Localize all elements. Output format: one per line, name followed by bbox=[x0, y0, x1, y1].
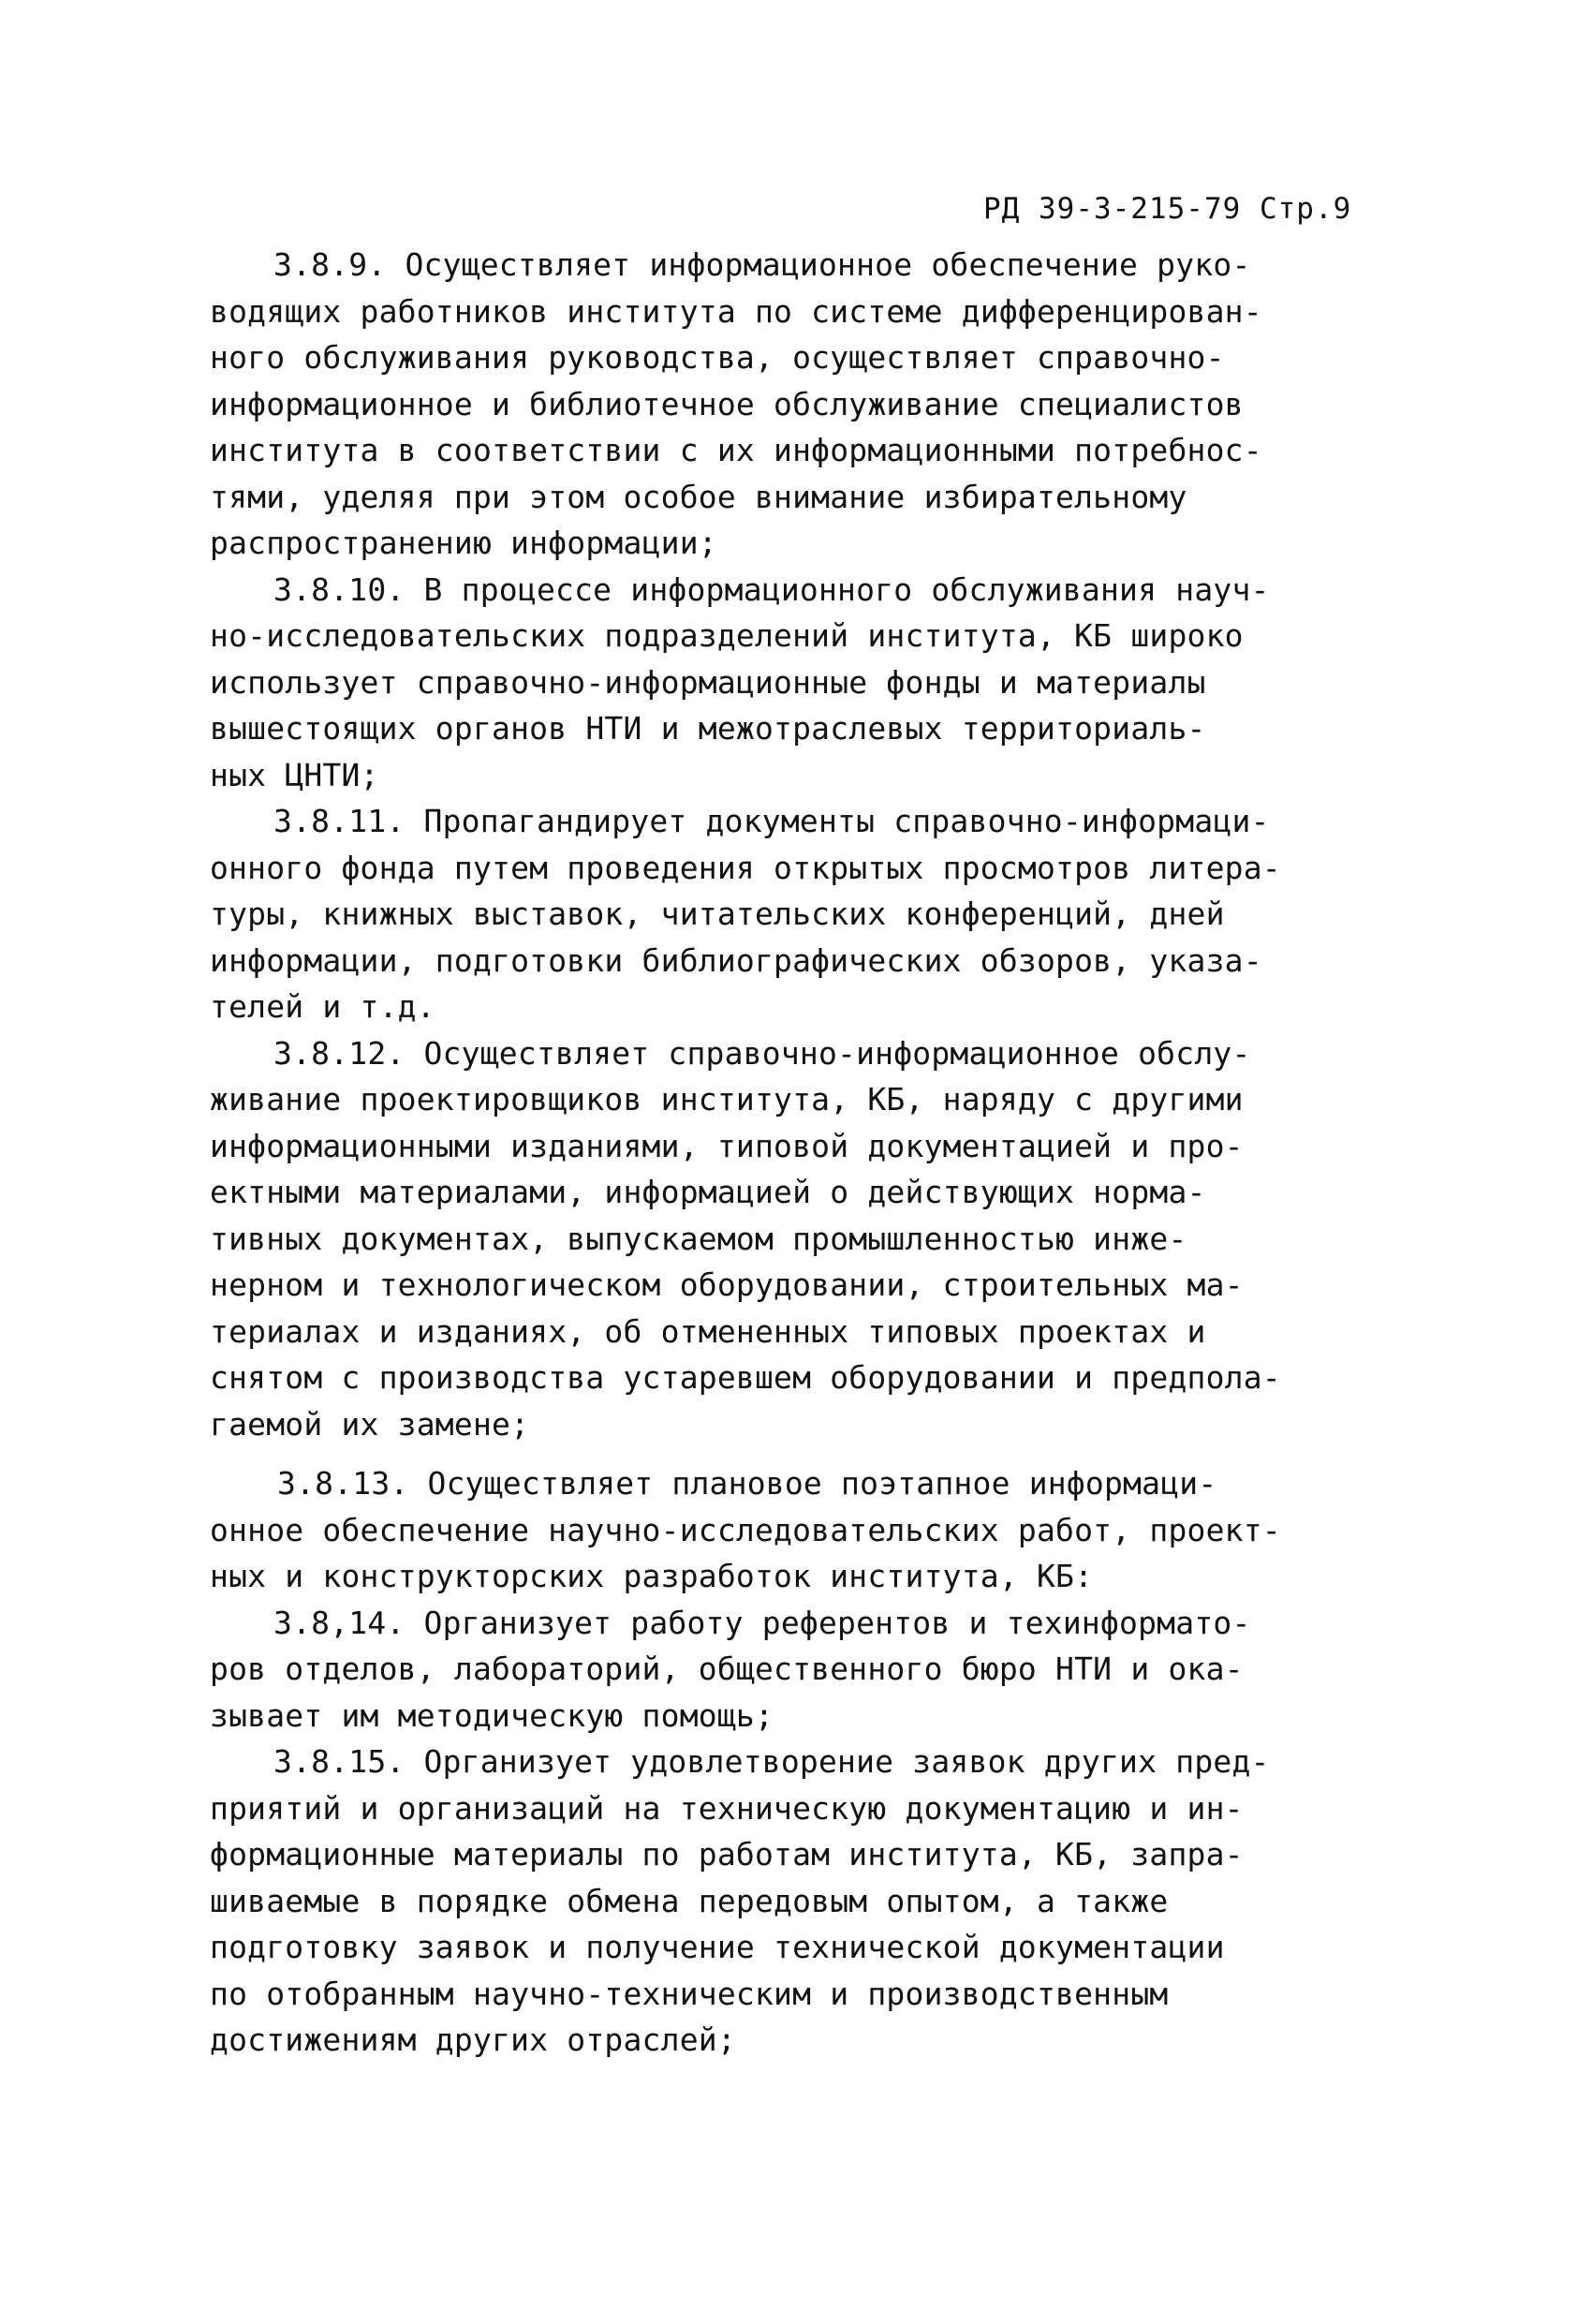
paragraph-3-8-13 bbox=[210, 1460, 1427, 1600]
text-line: тивных документах, выпускаемом промышленностью инже- bbox=[210, 1220, 1187, 1257]
text-line: информации, подготовки библиографических обзоров, указа- bbox=[210, 941, 1262, 979]
text-line: использует справочно-информационные фонды и материалы bbox=[210, 663, 1206, 701]
text-line: по отобранным научно-техническим и производственным bbox=[210, 1975, 1169, 2012]
text-line: нерном и технологическом оборудовании, строительных ма- bbox=[210, 1266, 1244, 1303]
text-line: снятом с производства устаревшем оборудовании и предпола- bbox=[210, 1359, 1281, 1396]
text-line: 3.8.10. В процессе информационного обслуживания науч- bbox=[273, 570, 1270, 608]
paragraph-3-8-10 bbox=[210, 567, 1427, 799]
text-line: распространению информации; bbox=[210, 525, 717, 561]
text-line: туры, книжных выставок, читательских конференций, дней bbox=[210, 896, 1225, 932]
text-line: онное обеспечение научно-исследовательских работ, проект- bbox=[210, 1511, 1281, 1548]
text-line: ных и конструкторских разработок института, КБ: bbox=[210, 1558, 1094, 1594]
text-line: 3.8.12. Осуществляет справочно-информационное обслу- bbox=[273, 1034, 1251, 1072]
text-line: достижениям других отраслей; bbox=[210, 2021, 736, 2058]
document-body bbox=[210, 242, 1427, 2064]
text-line: подготовку заявок и получение технической документации bbox=[210, 1929, 1225, 1965]
text-line: информационными изданиями, типовой документацией и про- bbox=[210, 1127, 1244, 1164]
paragraph-3-8-12 bbox=[210, 1030, 1427, 1448]
paragraph-3-8-14 bbox=[210, 1600, 1427, 1739]
text-line: 3.8.9. Осуществляет информационное обеспечение руко- bbox=[273, 246, 1251, 283]
text-line: формационные материалы по работам института, КБ, запра- bbox=[210, 1836, 1244, 1873]
text-line: информационное и библиотечное обслуживание специалистов bbox=[210, 385, 1244, 422]
text-line: 3.8.13. Осуществляет плановое поэтапное информаци- bbox=[277, 1465, 1217, 1502]
text-line: живание проектировщиков института, КБ, наряду с другими bbox=[210, 1081, 1244, 1118]
text-line: тями, уделяя при этом особое внимание избирательному bbox=[210, 478, 1187, 515]
text-line: зывает им методическую помощь; bbox=[210, 1696, 774, 1734]
text-line: телей и т.д. bbox=[210, 988, 435, 1025]
text-line: ектными материалами, информацией о действующих норма- bbox=[210, 1174, 1206, 1210]
text-line: 3.8.15. Организует удовлетворение заявок других пред- bbox=[273, 1743, 1270, 1780]
text-line: 3.8.11. Пропагандирует документы справочно-информаци- bbox=[273, 803, 1270, 839]
text-line: вышестоящих органов НТИ и межотраслевых территориаль- bbox=[210, 710, 1206, 747]
text-line: водящих работников института по системе дифференцирован- bbox=[210, 292, 1262, 330]
text-line: ных ЦНТИ; bbox=[210, 756, 379, 793]
text-line: ров отделов, лабораторий, общественного бюро НТИ и ока- bbox=[210, 1650, 1244, 1687]
text-line: ного обслуживания руководства, осуществляет справочно- bbox=[210, 339, 1225, 376]
text-line: онного фонда путем проведения открытых просмотров литера- bbox=[210, 849, 1281, 886]
paragraph-3-8-15 bbox=[210, 1739, 1427, 2064]
text-line: 3.8,14. Организует работу референтов и техинформато- bbox=[273, 1604, 1251, 1641]
paragraph-3-8-9 bbox=[210, 242, 1427, 567]
text-line: териалах и изданиях, об отмененных типовых проектах и bbox=[210, 1312, 1206, 1350]
paragraph-3-8-11 bbox=[210, 798, 1427, 1030]
text-line: института в соответствии с их информационными потребнос- bbox=[210, 432, 1262, 468]
text-line: гаемой их замене; bbox=[210, 1405, 530, 1443]
text-line: приятий и организаций на техническую документацию и ин- bbox=[210, 1789, 1244, 1827]
text-line: шиваемые в порядке обмена передовым опытом, а также bbox=[210, 1882, 1169, 1919]
page-header: РД 39-3-215-79 Стр.9 bbox=[983, 192, 1352, 226]
text-line: но-исследовательских подразделений института, КБ широко bbox=[210, 617, 1244, 654]
